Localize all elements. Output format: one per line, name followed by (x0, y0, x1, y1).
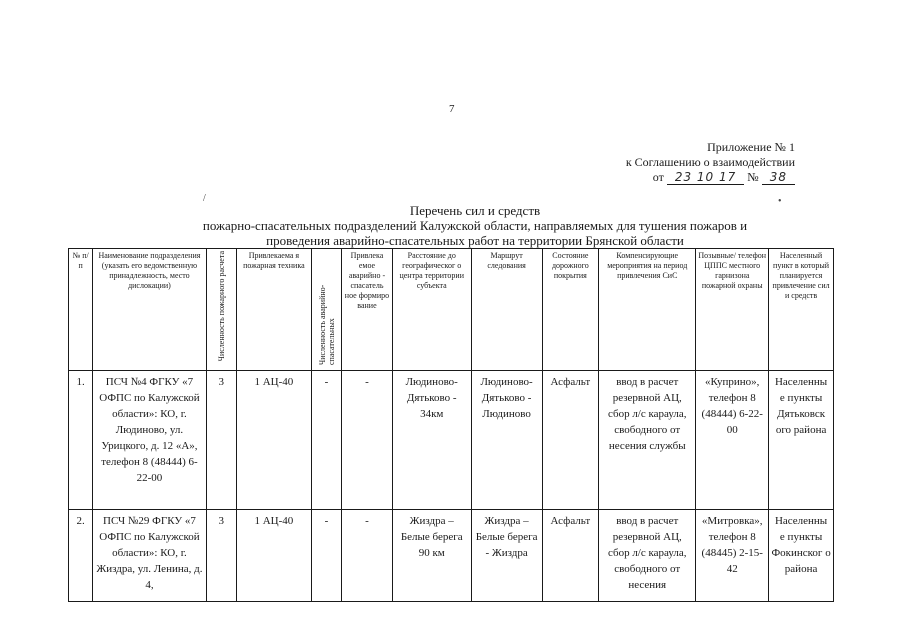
stray-dot-mark: • (778, 196, 782, 207)
cell-crew: 3 (206, 371, 236, 510)
header-rescue-count (311, 249, 341, 371)
header-road: Состояние дорожного покрытия (542, 249, 599, 371)
cell-unit: ПСЧ №4 ФГКУ «7 ОФПС по Калужской области»: КО, г. Людиново, ул. Урицкого, д. 12 «А», телефон 8 (48444) 6-22-00 (93, 371, 206, 510)
cell-num: 1. (69, 371, 93, 510)
header-callsign: Позывные/ телефон ЦППС местного гарнизона пожарной охраны (696, 249, 769, 371)
header-equipment: Привлекаема я пожарная техника (236, 249, 311, 371)
handwritten-number: 38 (762, 170, 795, 185)
cell-crew: 3 (206, 510, 236, 602)
header-settlement: Населенный пункт в который планируется привлечение сил и средств (769, 249, 834, 371)
heading-line-3: проведения аварийно-спасательных работ на территории Брянской области (266, 233, 684, 248)
appendix-block (555, 140, 795, 185)
header-rescue-count-label: Численность аварийно-спасательных (317, 284, 336, 365)
header-measures: Компенсирующие мероприятия на период привлечения СиС (599, 249, 696, 371)
cell-settlement: Населенны е пункты Фокинског о района (769, 510, 834, 602)
appendix-date-line (555, 170, 795, 185)
stray-pen-mark: / (203, 193, 206, 204)
cell-distance: Жиздра – Белые берега 90 км (392, 510, 471, 602)
cell-road: Асфальт (542, 371, 599, 510)
table-header-row (69, 249, 834, 371)
appendix-title: Приложение № 1 (707, 140, 795, 154)
header-distance: Расстояние до географическог о центра территории субъекта (392, 249, 471, 371)
forces-table (68, 248, 834, 602)
table-row (69, 371, 834, 510)
cell-rescue-unit: - (342, 371, 393, 510)
cell-unit: ПСЧ №29 ФГКУ «7 ОФПС по Калужской области»: КО, г. Жиздра, ул. Ленина, д. 4, (93, 510, 206, 602)
cell-measures: ввод в расчет резервной АЦ, сбор л/с караула, свободного от несения (599, 510, 696, 602)
cell-equipment: 1 АЦ-40 (236, 510, 311, 602)
heading-line-1: Перечень сил и средств (409, 203, 541, 218)
cell-equipment: 1 АЦ-40 (236, 371, 311, 510)
table-row (69, 510, 834, 602)
cell-distance: Людиново- Дятьково - 34км (392, 371, 471, 510)
header-crew-label: Численность пожарного расчета (216, 251, 226, 362)
cell-num: 2. (69, 510, 93, 602)
header-crew (206, 249, 236, 371)
cell-callsign: «Куприно», телефон 8 (48444) 6-22-00 (696, 371, 769, 510)
date-prefix: от (652, 170, 664, 184)
cell-rescue-count: - (311, 371, 341, 510)
header-num: № п/п (69, 249, 93, 371)
cell-rescue-unit: - (342, 510, 393, 602)
cell-settlement: Населенны е пункты Дятьковск ого района (769, 371, 834, 510)
cell-rescue-count: - (311, 510, 341, 602)
cell-road: Асфальт (542, 510, 599, 602)
cell-route: Людиново- Дятьково - Людиново (471, 371, 542, 510)
cell-measures: ввод в расчет резервной АЦ, сбор л/с караула, свободного от несения службы (599, 371, 696, 510)
document-heading (160, 203, 790, 248)
handwritten-date: 23 10 17 (667, 170, 744, 185)
header-unit: Наименование подразделения (указать его ведомственную принадлежность, место дислокации) (93, 249, 206, 371)
cell-callsign: «Митровка», телефон 8 (48445) 2-15-42 (696, 510, 769, 602)
header-rescue-unit: Привлека емое аварийно - спасатель ное формиро вание (342, 249, 393, 371)
page-number: 7 (449, 103, 455, 115)
heading-line-2: пожарно-спасательных подразделений Калужской области, направляемых для тушения пожаров и (202, 218, 748, 233)
number-prefix: № (747, 170, 759, 184)
header-route: Маршрут следования (471, 249, 542, 371)
appendix-agreement: к Соглашению о взаимодействии (625, 155, 795, 169)
cell-route: Жиздра – Белые берега - Жиздра (471, 510, 542, 602)
